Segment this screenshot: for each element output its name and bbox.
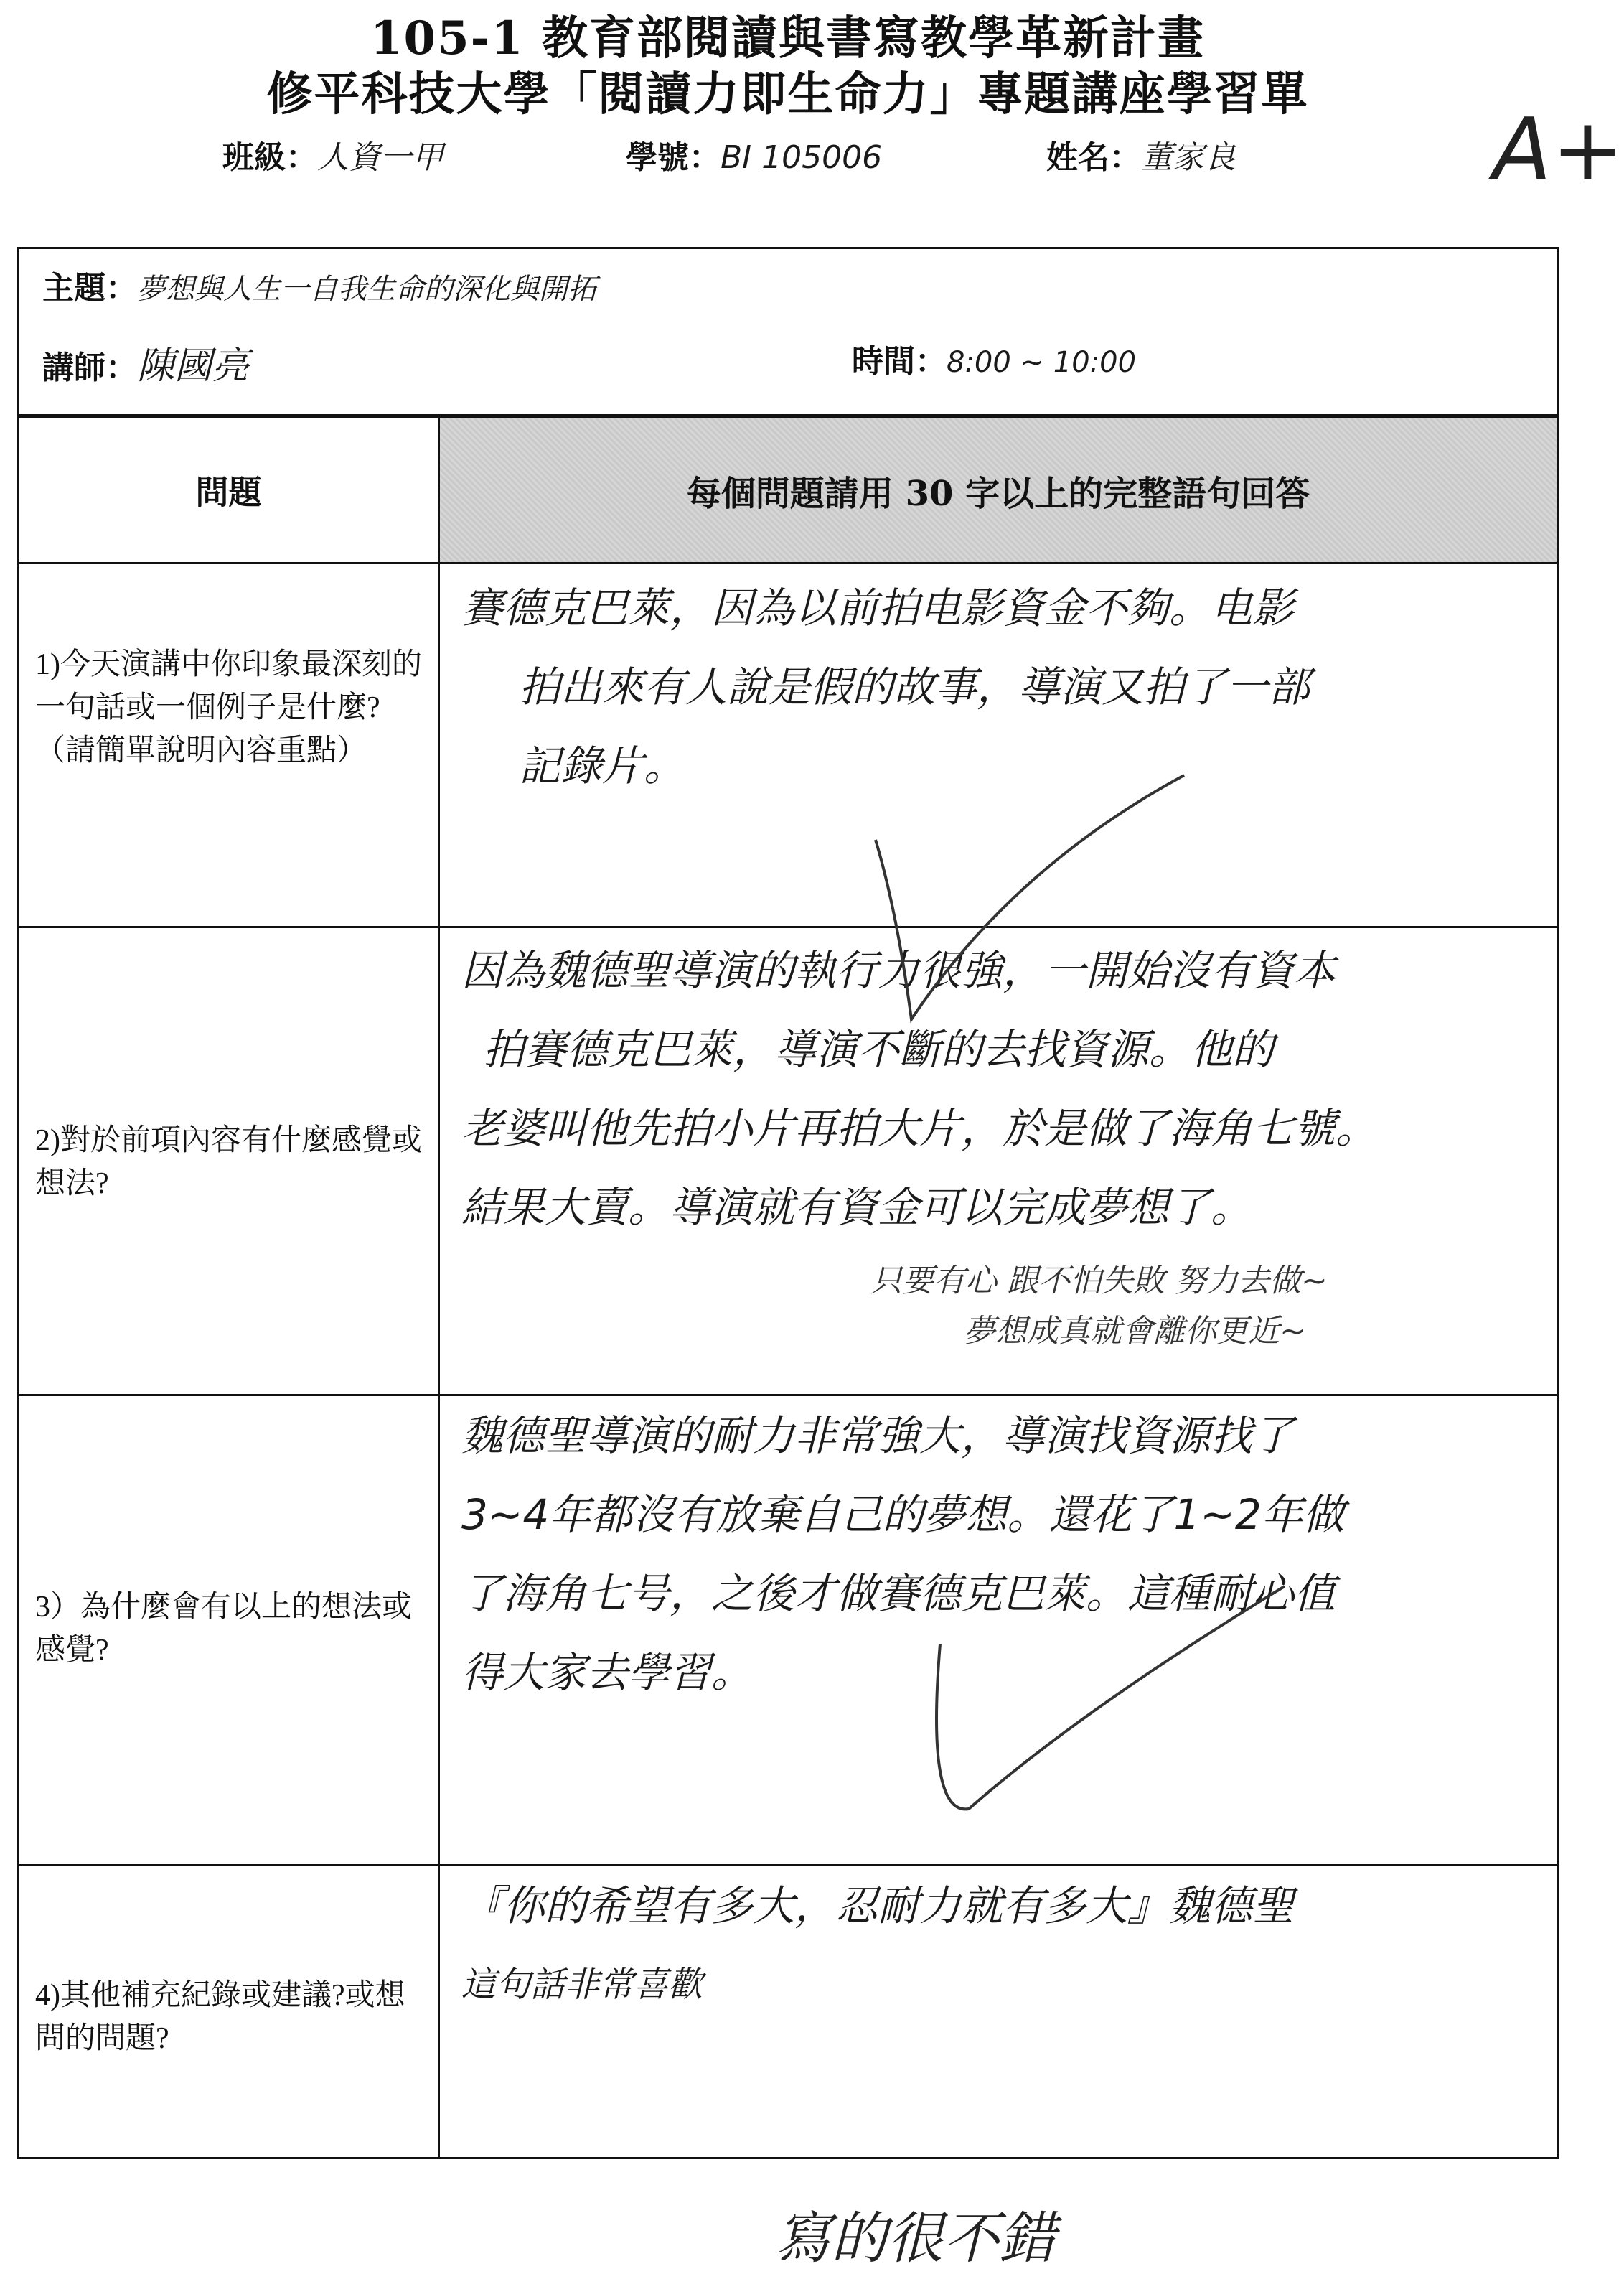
answer-line: 賽德克巴萊，因為以前拍电影資金不夠。电影 <box>461 584 1295 632</box>
question-column-header: 問題 <box>19 418 440 562</box>
grade-mark: A+ <box>1493 100 1624 200</box>
question-cell <box>19 928 440 1394</box>
table-header-row <box>19 418 1557 564</box>
answer-line: 3~4年都沒有放棄自己的夢想。還花了1~2年做 <box>461 1490 1345 1539</box>
name-label: 姓名： <box>1046 139 1141 176</box>
theme-label: 主題： <box>42 270 137 307</box>
student-id-field <box>626 136 882 179</box>
question-text: 1)今天演講中你印象最深刻的一句話或一個例子是什麼?（請簡單說明內容重點） <box>35 648 422 767</box>
teacher-comment-line: 夢想成真就會離你更近~ <box>964 1313 1306 1349</box>
answer-line: 記錄片。 <box>519 741 686 790</box>
lecture-info-box <box>17 247 1559 416</box>
answer-line: 這句話非常喜歡 <box>461 1965 703 2005</box>
time-line <box>852 329 1136 395</box>
table-row <box>19 564 1557 928</box>
class-field <box>222 136 443 179</box>
time-value: 8:00 ~ 10:00 <box>947 346 1137 379</box>
name-value: 董家良 <box>1141 139 1236 176</box>
question-text: 3）為什麼會有以上的想法或感覺? <box>35 1591 413 1667</box>
check-mark-icon <box>926 1579 1299 1823</box>
answer-cell <box>440 1866 1557 2157</box>
teacher-line <box>42 334 249 401</box>
answer-line: 拍賽德克巴萊，導演不斷的去找資源。他的 <box>483 1025 1275 1074</box>
name-field <box>1046 136 1236 179</box>
question-text: 4)其他補充紀錄或建議?或想問的問題? <box>35 1979 405 2055</box>
answer-line: 得大家去學習。 <box>461 1648 754 1697</box>
qa-table <box>17 416 1559 2159</box>
answer-column-header: 每個問題請用 30 字以上的完整語句回答 <box>440 418 1557 562</box>
teacher-label: 講師： <box>42 350 137 386</box>
student-id-value: BI 105006 <box>721 139 883 176</box>
answer-line: 『你的希望有多大，忍耐力就有多大』魏德聖 <box>461 1881 1295 1930</box>
teacher-comment-line: 只要有心 跟不怕失敗 努力去做~ <box>870 1263 1328 1299</box>
answer-line: 拍出來有人說是假的故事，導演又拍了一部 <box>519 663 1310 711</box>
question-text: 2)對於前項內容有什麼感覺或想法? <box>35 1124 422 1200</box>
answer-line: 結果大賣。導演就有資金可以完成夢想了。 <box>461 1183 1253 1232</box>
class-label: 班級： <box>222 139 317 176</box>
answer-line: 因為魏德聖導演的執行力很強，一開始沒有資本 <box>461 946 1336 995</box>
question-cell <box>19 564 440 926</box>
document-subtitle: 修平科技大學「閱讀力即生命力」專題講座學習單 <box>266 67 1309 121</box>
answer-line: 了海角七号，之後才做賽德克巴萊。這種耐心值 <box>461 1569 1336 1618</box>
question-cell <box>19 1396 440 1864</box>
document-title: 105-1 教育部閱讀與書寫教學革新計畫 <box>370 11 1205 65</box>
teacher-value: 陳國亮 <box>137 345 250 388</box>
check-mark-icon <box>868 761 1198 1062</box>
time-label: 時間： <box>852 343 947 380</box>
question-cell <box>19 1866 440 2157</box>
theme-value: 夢想與人生一自我生命的深化與開拓 <box>137 273 596 306</box>
theme-line <box>42 256 596 322</box>
table-row <box>19 1396 1557 1866</box>
answer-text <box>461 1866 1535 2024</box>
student-id-label: 學號： <box>626 139 721 176</box>
table-row <box>19 1866 1557 2157</box>
class-value: 人資一甲 <box>317 139 443 176</box>
answer-line: 老婆叫他先拍小片再拍大片，於是做了海角七號。 <box>461 1104 1378 1153</box>
teacher-footer-note: 寫的很不錯 <box>775 2207 1056 2271</box>
answer-line: 魏德聖導演的耐力非常強大，導演找資源找了 <box>461 1411 1295 1460</box>
table-row <box>19 928 1557 1396</box>
